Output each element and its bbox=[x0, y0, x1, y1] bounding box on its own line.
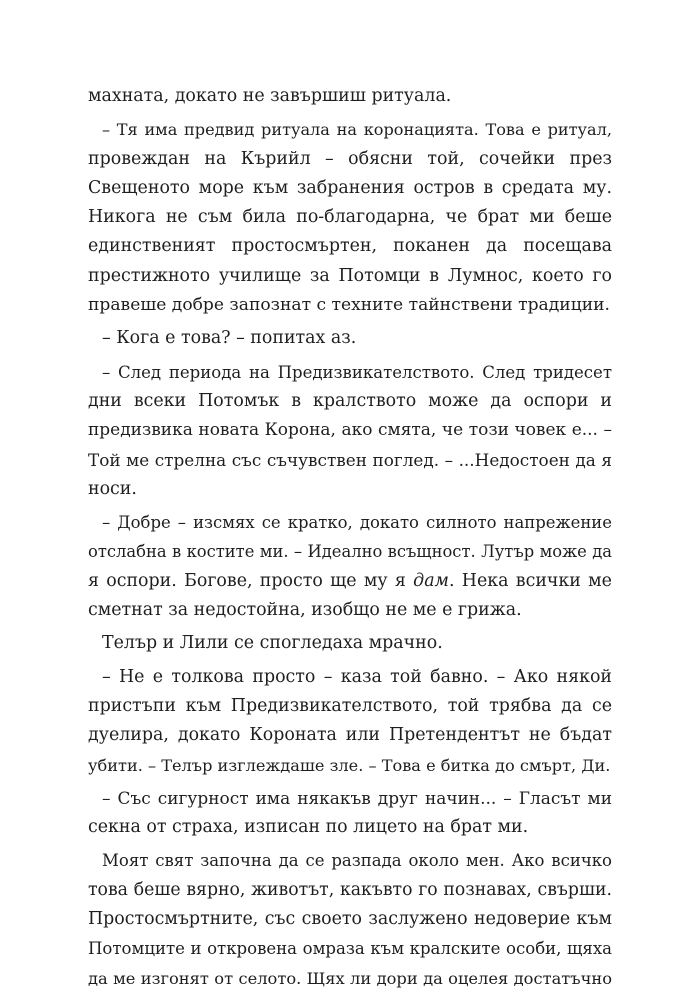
paragraph bbox=[88, 115, 612, 320]
text-line: – Със сигурност има някакъв друг начин... – Гласът ми bbox=[102, 787, 612, 808]
text-line: Никога не съм била по-благодарна, че брат ми беше bbox=[88, 207, 612, 228]
paragraph bbox=[88, 324, 612, 353]
text-line: Простосмъртните, със своето заслужено недоверие към bbox=[88, 909, 612, 930]
text-line: отслабна в костите ми. – Идеално всъщност. Лутър може да bbox=[88, 542, 612, 562]
text-line: Свещеното море към забранения остров в средата му. bbox=[88, 177, 612, 198]
paragraph bbox=[88, 846, 612, 992]
text-line: дуелира, докато Короната или Претендентът не бъдат bbox=[88, 725, 612, 746]
text-line: единственият простосмъртен, поканен да посещава bbox=[88, 236, 612, 257]
text-line: Той ме стрелна със съчувствен поглед. – ...Недостоен да я bbox=[88, 449, 612, 470]
text-line: Моят свят започна да се разпада около мен. Ако всичко bbox=[102, 851, 612, 871]
paragraph bbox=[88, 784, 612, 843]
text-fragment: я оспори. Богове, просто ще му я bbox=[88, 570, 414, 591]
text-line: пристъпи към Предизвикателството, той трябва да се bbox=[88, 695, 612, 716]
text-line: провеждан на Кърийл – обясни той, сочейки през bbox=[88, 148, 612, 169]
text-line: предизвика новата Корона, ако смята, че този човек е... – bbox=[88, 420, 612, 441]
paragraph bbox=[88, 508, 612, 625]
text-line: – Добре – изсмях се кратко, докато силното напрежение bbox=[102, 513, 612, 533]
text-line: убити. – Телър изглеждаше зле. – Това е битка до смърт, Ди. bbox=[88, 755, 611, 775]
text-line bbox=[88, 567, 612, 596]
paragraph bbox=[88, 663, 612, 780]
paragraph bbox=[88, 629, 612, 658]
text-line: махната, докато не завършиш ритуала. bbox=[88, 86, 452, 106]
text-line: да ме изгонят от селото. Щях ли дори да оцелея достатъчно bbox=[88, 968, 612, 988]
text-line: дни всеки Потомък в кралството може да оспори и bbox=[88, 390, 612, 411]
paragraph bbox=[88, 358, 612, 504]
text-line: сметнат за недостойна, изобщо не ме е грижа. bbox=[88, 600, 522, 621]
paragraph bbox=[88, 82, 612, 111]
text-line: – Кога е това? – попитах аз. bbox=[102, 328, 357, 349]
text-line: – Не е толкова просто – каза той бавно. – Ако някой bbox=[102, 666, 612, 687]
text-line: Телър и Лили се спогледаха мрачно. bbox=[102, 633, 443, 654]
text-line: правеше добре запознат с техните тайнствени традиции. bbox=[88, 295, 610, 316]
emphasized-word: дам bbox=[413, 570, 449, 591]
text-line: престижното училище за Потомци в Лумнос, което го bbox=[88, 265, 612, 286]
text-line: носи. bbox=[88, 478, 137, 499]
text-line: секна от страха, изписан по лицето на брат ми. bbox=[88, 817, 529, 838]
text-line: – Тя има предвид ритуала на коронацията. Това е ритуал, bbox=[102, 120, 612, 140]
page-text bbox=[88, 82, 612, 993]
text-fragment: . Нека всички ме bbox=[448, 570, 612, 591]
text-line: – След периода на Предизвикателството. След тридесет bbox=[102, 362, 612, 382]
text-line: Потомците и откровена омраза към кралските особи, щяха bbox=[88, 939, 612, 959]
text-line: това беше вярно, животът, какъвто го познавах, свърши. bbox=[88, 879, 612, 900]
